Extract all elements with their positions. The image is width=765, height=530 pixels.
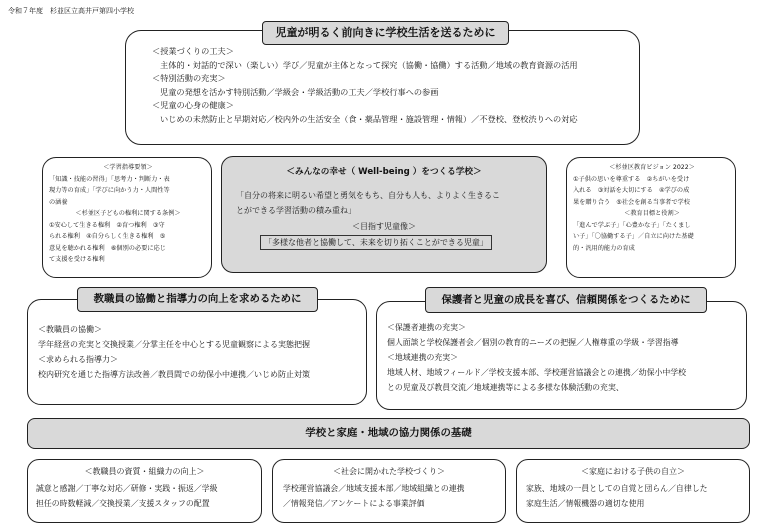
foundation-bar: 学校と家庭・地域の協力関係の基礎 <box>27 418 750 449</box>
target-child-goal: 「多様な他者と協働して、未来を切り拓くことができる児童」 <box>260 235 492 250</box>
home-independence-line1: 家族、地域の一員としての自覚と団らん／自律した <box>526 484 708 493</box>
curriculum-line: の涵養 <box>49 198 68 206</box>
target-child-heading: ＜目指す児童像＞ <box>352 222 416 231</box>
rights-line: て支援を受ける権利 <box>49 256 105 263</box>
goals-line: 的・汎用的能力の育成 <box>573 244 635 252</box>
rights-line: ①安心して生きる権利 ②育つ権利 ③守 <box>49 221 165 229</box>
parents-panel <box>376 301 747 410</box>
goals-line: 「進んで学ぶ子」「心豊かな子」「たくまし <box>573 221 691 229</box>
wellbeing-quote-line2: とができる学習活動の積み重ね」 <box>236 206 356 215</box>
wellbeing-quote-line1: 「自分の将来に明るい希望と勇気をもち、自分も人も、よりよく生きるこ <box>236 191 500 200</box>
top-heading-health: ＜児童の心身の健康＞ <box>152 100 234 111</box>
top-title: 児童が明るく前向きに学校生活を送るために <box>262 21 509 45</box>
staff-quality-heading: ＜教職員の資質・組織力の向上＞ <box>84 467 205 476</box>
top-text-special: 児童の発想を活かす特別活動／学級会・学級活動の工夫／学校行事への参画 <box>160 86 439 97</box>
parents-title: 保護者と児童の成長を喜び、信頼関係をつくるために <box>425 287 707 313</box>
open-school-panel <box>272 459 506 523</box>
wellbeing-panel <box>221 156 547 273</box>
open-school-line2: ／情報発信／アンケートによる事業評価 <box>283 499 425 508</box>
home-independence-heading: ＜家庭における子供の自立＞ <box>581 467 685 476</box>
parents-text-guardians: 個人面談と学校保護者会／個別の教育的ニーズの把握／人権尊重の学級・学習指導 <box>387 338 679 347</box>
top-heading-lessons: ＜授業づくりの工夫＞ <box>152 46 234 56</box>
vision-line: ①子供の思いを尊重する ②ちがいを受け <box>573 175 690 183</box>
curriculum-panel <box>42 157 212 278</box>
staff-panel <box>27 299 367 405</box>
staff-quality-line2: 担任の時数軽減／交換授業／支援スタッフの配置 <box>36 499 210 508</box>
top-text-lessons: 主体的・対話的で深い（楽しい）学び／児童が主体となって探究（協働・協働）する活動／地域の教育資源の活用 <box>160 59 578 70</box>
staff-quality-panel <box>27 459 262 523</box>
curriculum-heading: ＜学習指導要領＞ <box>103 164 153 171</box>
top-panel <box>125 30 640 145</box>
home-independence-line2: 家庭生活／情報機器の適切な使用 <box>526 499 645 508</box>
wellbeing-title: ＜みんなの幸せ（ Well-being ）をつくる学校＞ <box>286 167 482 177</box>
top-text-health: いじめの未然防止と早期対応／校内外の生活安全（食・薬品管理・施設管理・情報）／不登校、登校渋りへの対応 <box>160 113 578 124</box>
rights-heading: ＜杉並区子どもの権利に関する条例＞ <box>75 210 181 217</box>
parents-heading-community: ＜地域連携の充実＞ <box>387 353 459 362</box>
open-school-line1: 学校運営協議会／地域支援本部／地域組織との連携 <box>283 484 465 493</box>
staff-text-cooperation: 学年経営の充実と交換授業／分掌主任を中心とする児童観察による実態把握 <box>38 340 310 349</box>
document-header: 令和７年度 杉並区立高井戸第四小学校 <box>8 7 134 15</box>
rights-line: られる権利 ④自分らしく生きる権利 ⑤ <box>49 233 166 240</box>
staff-heading-cooperation: ＜教職員の協働＞ <box>38 325 102 334</box>
parents-text-community-1: 地域人材、地域フィールド／学校支援本部、学校運営協議会との連携／幼保小中学校 <box>387 368 687 377</box>
staff-quality-line1: 誠意と感謝／丁寧な対応／研修・実践・振返／学級 <box>36 484 218 493</box>
staff-title: 教職員の協働と指導力の向上を求めるために <box>77 287 318 312</box>
curriculum-line: 現力等の育成」「学びに向かう力・人間性等 <box>49 187 170 194</box>
top-heading-special: ＜特別活動の充実＞ <box>152 73 226 84</box>
curriculum-line: 「知識・技能の習得」「思考力・判断力・表 <box>49 175 170 183</box>
open-school-heading: ＜社会に開かれた学校づくり＞ <box>333 467 445 476</box>
parents-text-community-2: との児童及び教員交流／地域連携等による多様な体験活動の充実、 <box>387 383 624 392</box>
staff-heading-skills: ＜求められる指導力＞ <box>38 355 118 364</box>
vision-line: 入れる ③対話を大切にする ④学びの成 <box>573 187 690 194</box>
vision-line: 果を贈り合う ⑤社会を創る当事者で学校 <box>573 198 690 206</box>
vision-heading: ＜杉並区教育ビジョン 2022＞ <box>609 164 695 171</box>
parents-heading-guardians: ＜保護者連携の充実＞ <box>387 323 466 332</box>
staff-text-skills: 校内研究を通じた指導方法改善／教員間での幼保小中連携／いじめ防止対策 <box>38 370 310 379</box>
goals-heading: ＜教育目標と役割＞ <box>624 210 680 217</box>
goals-line: い子」「〇協働する子」／自立に向けた基礎 <box>573 233 694 240</box>
home-independence-panel <box>516 459 750 523</box>
vision-panel <box>566 157 736 278</box>
rights-line: 意見を聴かれる権利 ⑥個別の必要に応じ <box>49 244 166 252</box>
